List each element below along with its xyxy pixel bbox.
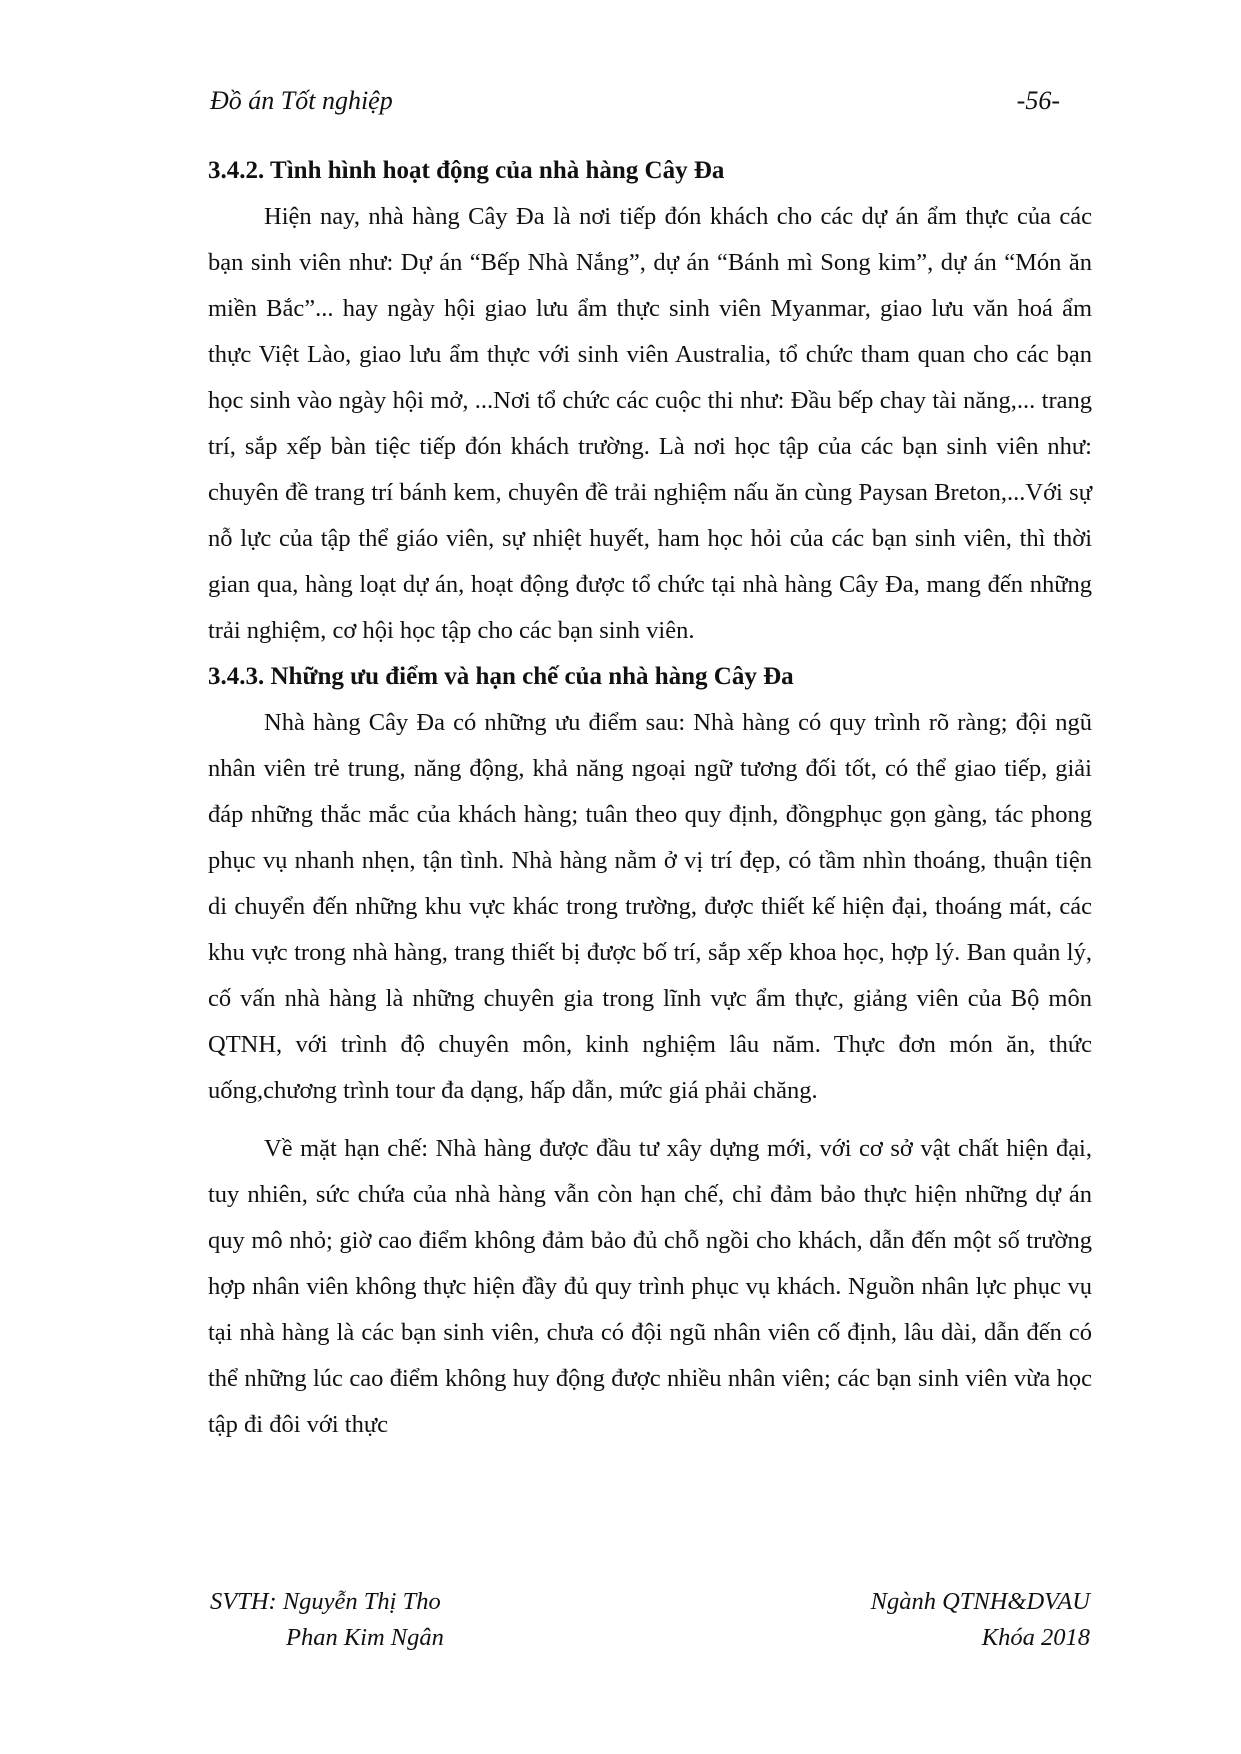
major-label: Ngành QTNH&DVAU [870, 1588, 1090, 1615]
student-name-1: SVTH: Nguyễn Thị Tho [210, 1588, 441, 1615]
page-header [210, 86, 1060, 126]
page-number: -56- [1016, 86, 1060, 115]
page-body [208, 148, 1092, 1448]
student-name-2: Phan Kim Ngân [286, 1624, 444, 1651]
section-heading-3-4-3: 3.4.3. Những ưu điểm và hạn chế của nhà hàng Cây Đa [208, 663, 794, 690]
paragraph-advantages: Nhà hàng Cây Đa có những ưu điểm sau: Nhà hàng có quy trình rõ ràng; đội ngũ nhân viên trẻ trung, năng động, khả năng ngoại ngữ tương đối tốt, có thể giao tiếp, giải đáp những thắc mắc của khách hàng; tuân theo quy định, đồngphục gọn gàng, tác phong phục vụ nhanh nhẹn, tận tình. Nhà hàng nằm ở vị trí đẹp, có tầm nhìn thoáng, thuận tiện di chuyển đến những khu vực khác trong trường, được thiết kế hiện đại, thoáng mát, các khu vực trong nhà hàng, trang thiết bị được bố trí, sắp xếp khoa học, hợp lý. Ban quản lý, cố vấn nhà hàng là những chuyên gia trong lĩnh vực ẩm thực, giảng viên của Bộ môn QTNH, với trình độ chuyên môn, kinh nghiệm lâu năm. Thực đơn món ăn, thức uống,chương trình tour đa dạng, hấp dẫn, mức giá phải chăng. [208, 709, 1092, 1104]
document-title: Đồ án Tốt nghiệp [210, 86, 393, 115]
paragraph-activities: Hiện nay, nhà hàng Cây Đa là nơi tiếp đón khách cho các dự án ẩm thực của các bạn sinh viên như: Dự án “Bếp Nhà Nắng”, dự án “Bánh mì Song kim”, dự án “Món ăn miền Bắc”... hay ngày hội giao lưu ẩm thực sinh viên Myanmar, giao lưu văn hoá ẩm thực Việt Lào, giao lưu ẩm thực với sinh viên Australia, tổ chức tham quan cho các bạn học sinh vào ngày hội mở, ...Nơi tổ chức các cuộc thi như: Đầu bếp chay tài năng,... trang trí, sắp xếp bàn tiệc tiếp đón khách trường. Là nơi học tập của các bạn sinh viên như: chuyên đề trang trí bánh kem, chuyên đề trải nghiệm nấu ăn cùng Paysan Breton,...Với sự nỗ lực của tập thể giáo viên, sự nhiệt huyết, ham học hỏi của các bạn sinh viên, thì thời gian qua, hàng loạt dự án, hoạt động được tổ chức tại nhà hàng Cây Đa, mang đến những trải nghiệm, cơ hội học tập cho các bạn sinh viên. [208, 203, 1092, 644]
course-label: Khóa 2018 [981, 1624, 1090, 1651]
section-heading-3-4-2: 3.4.2. Tình hình hoạt động của nhà hàng Cây Đa [208, 157, 725, 184]
paragraph-limitations: Về mặt hạn chế: Nhà hàng được đầu tư xây dựng mới, với cơ sở vật chất hiện đại, tuy nhiên, sức chứa của nhà hàng vẫn còn hạn chế, chỉ đảm bảo thực hiện những dự án quy mô nhỏ; giờ cao điểm không đảm bảo đủ chỗ ngồi cho khách, dẫn đến một số trường hợp nhân viên không thực hiện đầy đủ quy trình phục vụ khách. Nguồn nhân lực phục vụ tại nhà hàng là các bạn sinh viên, chưa có đội ngũ nhân viên cố định, lâu dài, dẫn đến có thể những lúc cao điểm không huy động được nhiều nhân viên; các bạn sinh viên vừa học tập đi đôi với thực [208, 1135, 1092, 1438]
page-footer [210, 1588, 1090, 1668]
